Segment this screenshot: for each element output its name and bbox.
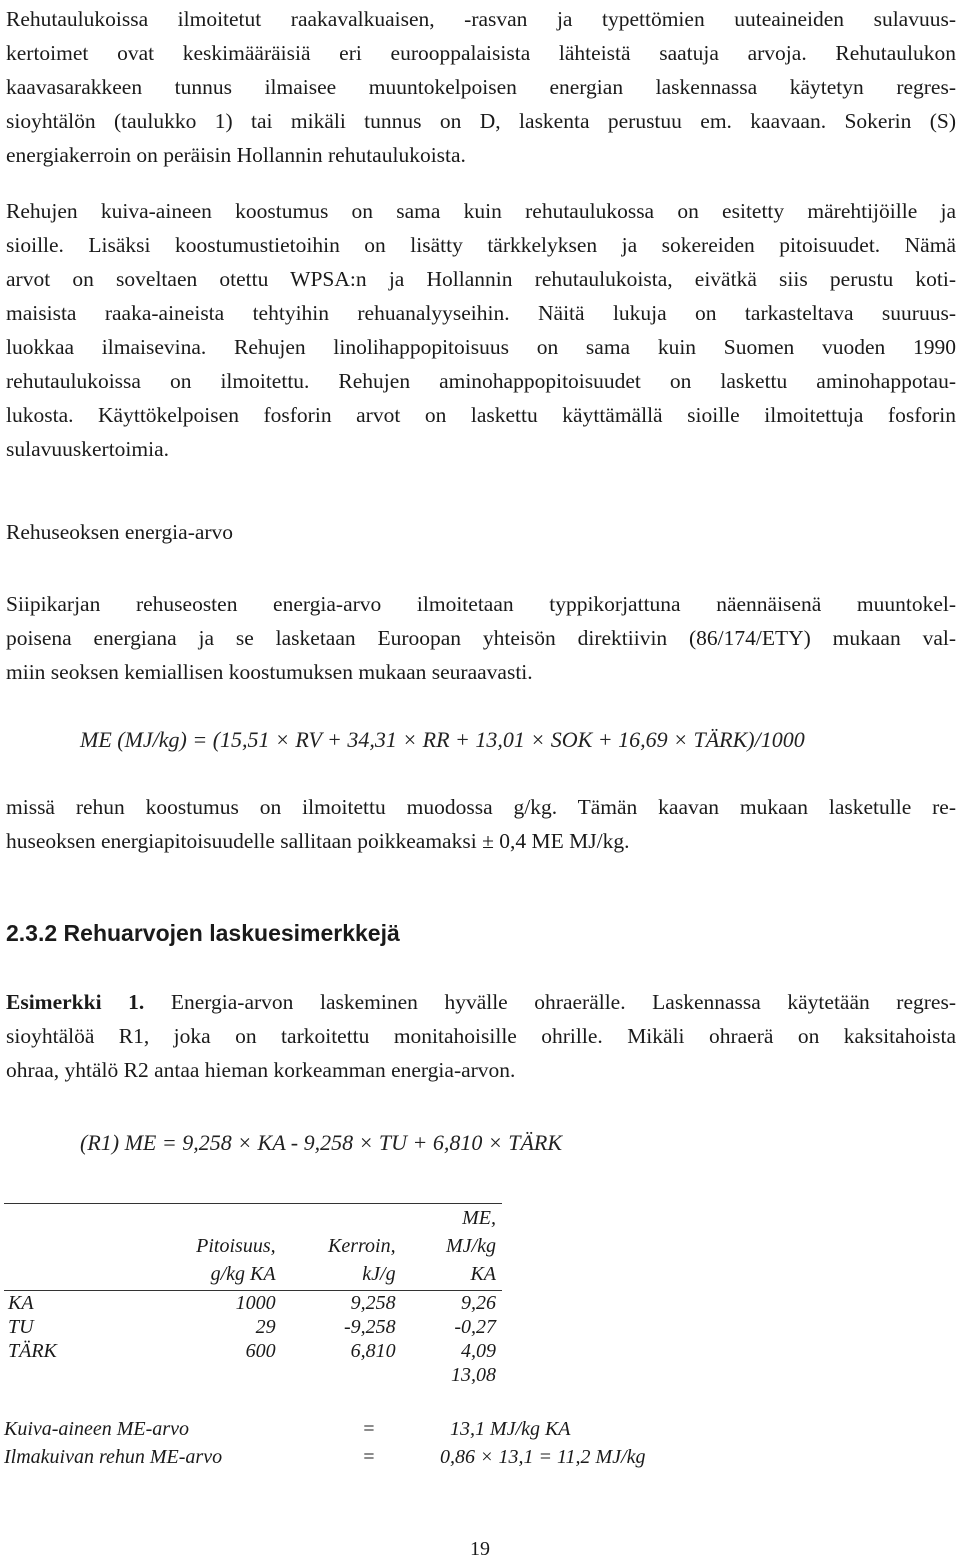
header-me: ME, MJ/kg KA (402, 1204, 502, 1291)
table-cell: 600 (245, 1340, 276, 1362)
text-line: ohraa, yhtälö R2 antaa hieman korkeamman energia-arvon. (6, 1058, 516, 1082)
paragraph-2 (6, 194, 956, 466)
table-cell: 6,810 (350, 1340, 396, 1362)
table-cell: 4,09 (461, 1340, 496, 1362)
table-cell (4, 1363, 148, 1387)
table-cell: 1000 (235, 1292, 276, 1314)
summary-value: 13,1 MJ/kg KA (450, 1418, 571, 1440)
summary-air-dry (4, 1446, 646, 1469)
text-line: maisista raaka-aineista tehtyihin rehuanalyyseihin. Näitä lukuja on tarkasteltava suuruus- (6, 301, 956, 325)
text-line: Siipikarjan rehuseosten energia-arvo ilmoitetaan typpikorjattuna näennäisenä muuntokel- (6, 592, 956, 616)
summary-label: Kuiva-aineen ME-arvo (4, 1418, 189, 1440)
table-row-total (4, 1363, 502, 1387)
table-cell: 29 (255, 1316, 276, 1338)
text-line: luokkaa ilmaisevina. Rehujen linolihappopitoisuus on sama kuin Suomen vuoden 1990 (6, 335, 956, 359)
table-cell-total: 13,08 (451, 1364, 496, 1386)
summary-dry-matter (4, 1418, 571, 1441)
table-cell (282, 1363, 402, 1387)
text-line: Rehutaulukoissa ilmoitetut raakavalkuaisen, -rasvan ja typettömien uuteaineiden sulavuus- (6, 7, 956, 31)
table-header-row (4, 1204, 502, 1291)
example-label: Esimerkki 1. (6, 990, 145, 1014)
text-line: sioyhtälöä R1, joka on tarkoitettu monitahoisille ohrille. Mikäli ohraerä on kaksitahoista (6, 1024, 956, 1048)
summary-label: Ilmakuivan rehun ME-arvo (4, 1446, 223, 1468)
table-row (4, 1291, 502, 1316)
summary-equals: = (362, 1418, 376, 1440)
text-line: sulavuuskertoimia. (6, 437, 170, 461)
section-heading: 2.3.2 Rehuarvojen laskuesimerkkejä (6, 920, 400, 946)
example-text: Energia-arvon laskeminen hyvälle ohraerälle. Laskennassa käytetään regres- (144, 990, 956, 1014)
text-line: arvot on soveltaen otettu WPSA:n ja Hollannin rehutaulukoista, eivätkä siis perustu koti- (6, 267, 956, 291)
table-cell: TU (8, 1316, 34, 1338)
table-cell: -0,27 (454, 1316, 496, 1338)
text-line: kertoimet ovat keskimääräisiä eri eurooppalaisista lähteistä saatuja arvoja. Rehutaulukon (6, 41, 956, 65)
page-number: 19 (470, 1538, 490, 1560)
table-cell: -9,258 (343, 1316, 396, 1338)
paragraph-4 (6, 790, 956, 858)
text-line: missä rehun koostumus on ilmoitettu muodossa g/kg. Tämän kaavan mukaan lasketulle re- (6, 795, 956, 819)
summary-value: 0,86 × 13,1 = 11,2 MJ/kg (440, 1446, 646, 1468)
calculation-table (4, 1203, 502, 1387)
text-line: poisena energiana ja se lasketaan Euroopan yhteisön direktiivin (86/174/ETY) mukaan val- (6, 626, 956, 650)
regression-formula: (R1) ME = 9,258 × KA - 9,258 × TU + 6,810 × TÄRK (80, 1130, 563, 1155)
text-line: Rehujen kuiva-aineen koostumus on sama kuin rehutaulukossa on esitetty märehtijöille ja (6, 199, 956, 223)
table-cell: TÄRK (8, 1340, 57, 1362)
paragraph-3 (6, 587, 956, 689)
paragraph-1 (6, 2, 956, 172)
text-line: sioyhtälön (taulukko 1) tai mikäli tunnus on D, laskenta perustuu em. kaavaan. Sokerin (S) (6, 109, 956, 133)
text-line: huseoksen energiapitoisuudelle sallitaan poikkeamaksi ± 0,4 ME MJ/kg. (6, 829, 630, 853)
header-coefficient: Kerroin, kJ/g (282, 1204, 402, 1291)
text-line: kaavasarakkeen tunnus ilmaisee muuntokelpoisen energian laskennassa käytetyn regres- (6, 75, 956, 99)
table-cell: 9,258 (350, 1292, 396, 1314)
text-line: lukosta. Käyttökelpoisen fosforin arvot on laskettu käyttämällä sioille ilmoitettuja fosforin (6, 403, 956, 427)
header-empty (4, 1204, 148, 1291)
text-line: miin seoksen kemiallisen koostumuksen mukaan seuraavasti. (6, 660, 533, 684)
table-cell (148, 1363, 282, 1387)
text-line: sioille. Lisäksi koostumustietoihin on lisätty tärkkelyksen ja sokereiden pitoisuudet. Nämä (6, 233, 956, 257)
text-line: energiakerroin on peräisin Hollannin rehutaulukoista. (6, 143, 466, 167)
example-paragraph (6, 985, 956, 1087)
table-cell: KA (8, 1292, 34, 1314)
table-cell: 9,26 (461, 1292, 496, 1314)
summary-equals: = (362, 1446, 376, 1468)
energy-formula: ME (MJ/kg) = (15,51 × RV + 34,31 × RR + 13,01 × SOK + 16,69 × TÄRK)/1000 (80, 727, 805, 752)
subheading: Rehuseoksen energia-arvo (6, 520, 234, 544)
text-line: rehutaulukoissa on ilmoitettu. Rehujen aminohappopitoisuudet on laskettu aminohappotau- (6, 369, 956, 393)
header-content: Pitoisuus, g/kg KA (148, 1204, 282, 1291)
text-line (6, 985, 956, 1019)
table-row (4, 1339, 502, 1363)
table-row (4, 1315, 502, 1339)
